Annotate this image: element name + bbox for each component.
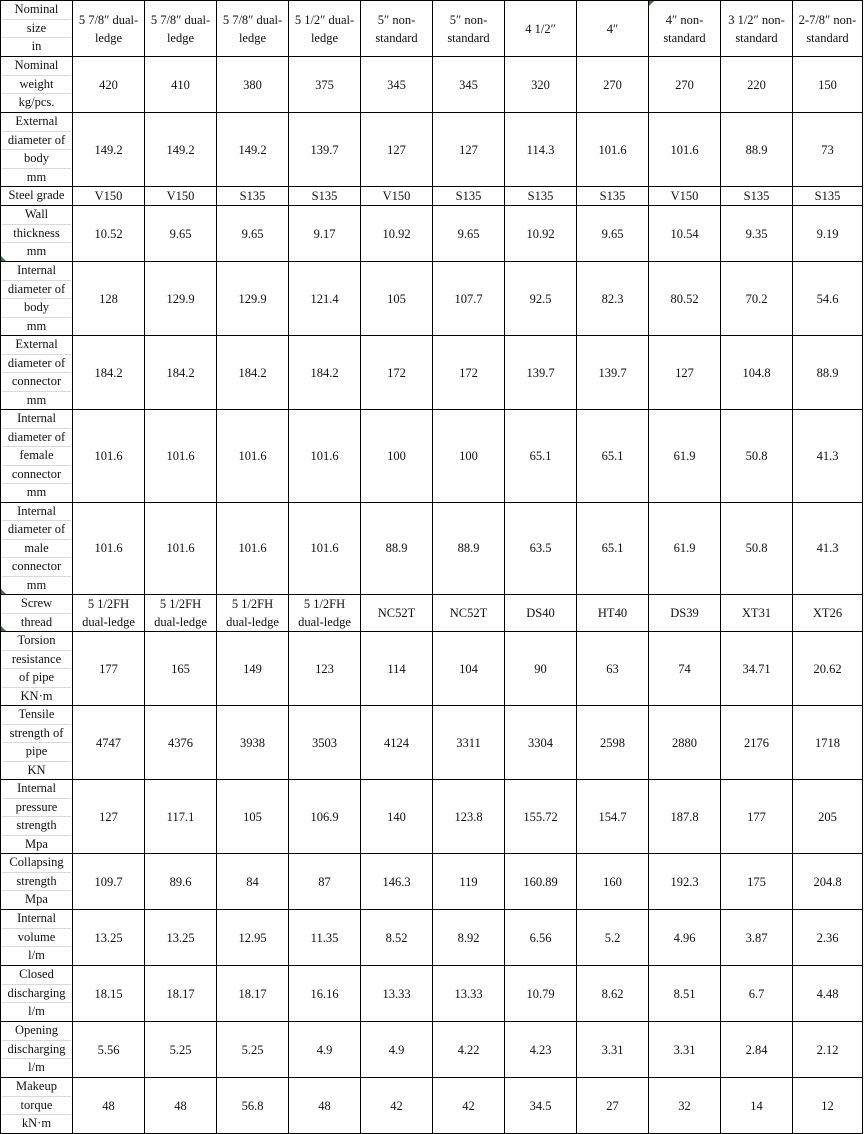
value-cell: 48	[73, 1078, 145, 1134]
label-line: Collapsing	[2, 854, 71, 873]
label-line: strength	[2, 873, 71, 892]
value-cell: 88.9	[721, 113, 793, 187]
value-cell: 61.9	[649, 410, 721, 503]
label-line: pipe	[2, 743, 71, 762]
row-label-nominal-size-in	[1, 1, 73, 57]
value-cell: 123.8	[433, 780, 505, 854]
row-label-internal-volume-l-m	[1, 910, 73, 966]
value-cell: XT26	[793, 595, 863, 632]
value-cell: 5 1/2FH dual-ledge	[73, 595, 145, 632]
value-cell: 10.92	[361, 206, 433, 262]
value-cell: 3311	[433, 706, 505, 780]
value-cell: 20.62	[793, 632, 863, 706]
label-line: Opening	[2, 1022, 71, 1041]
value-cell: 128	[73, 262, 145, 336]
value-cell: 101.6	[145, 410, 217, 503]
label-line: body	[2, 299, 71, 318]
table-row	[1, 780, 863, 854]
label-line: mm	[26, 485, 47, 499]
value-cell: 100	[361, 410, 433, 503]
header-size-cell: 5 1/2″ dual-ledge	[289, 1, 361, 57]
value-cell: S135	[577, 187, 649, 206]
value-cell: 18.17	[217, 966, 289, 1022]
value-cell: 107.7	[433, 262, 505, 336]
row-label-internal-diameter-of-male-connector-mm	[1, 502, 73, 595]
value-cell: 5 1/2FH dual-ledge	[289, 595, 361, 632]
label-line: male	[2, 540, 71, 559]
value-cell: 165	[145, 632, 217, 706]
value-cell: 320	[505, 57, 577, 113]
value-cell: 5.25	[217, 1022, 289, 1078]
value-cell: 129.9	[217, 262, 289, 336]
header-size-cell: 3 1/2″ non-standard	[721, 1, 793, 57]
value-cell: 270	[577, 57, 649, 113]
value-cell: S135	[793, 187, 863, 206]
value-cell: S135	[433, 187, 505, 206]
value-cell: NC52T	[361, 595, 433, 632]
value-cell: 4747	[73, 706, 145, 780]
label-line: Internal	[2, 503, 71, 522]
label-line: Closed	[2, 966, 71, 985]
value-cell: 184.2	[73, 336, 145, 410]
label-line: mm	[26, 169, 47, 184]
table-row	[1, 1078, 863, 1134]
value-cell: 6.7	[721, 966, 793, 1022]
value-cell: 155.72	[505, 780, 577, 854]
row-label-tensile-strength-of-pipe-kn	[1, 706, 73, 780]
value-cell: S135	[721, 187, 793, 206]
value-cell: 13.33	[361, 966, 433, 1022]
label-line: weight	[2, 76, 71, 95]
value-cell: 5 1/2FH dual-ledge	[145, 595, 217, 632]
value-cell: 48	[145, 1078, 217, 1134]
value-cell: 74	[649, 632, 721, 706]
label-line: Mpa	[25, 892, 48, 907]
table-body	[1, 1, 863, 1134]
label-line: Screw	[2, 595, 71, 614]
value-cell: 101.6	[145, 502, 217, 595]
label-line: volume	[2, 929, 71, 948]
value-cell: 3938	[217, 706, 289, 780]
header-size-cell: 2-7/8″ non-standard	[793, 1, 863, 57]
header-size-cell: 5 7/8″ dual-ledge	[217, 1, 289, 57]
row-label-steel-grade	[1, 187, 73, 206]
table-row	[1, 262, 863, 336]
label-line: female	[2, 447, 71, 466]
value-cell: 65.1	[577, 410, 649, 503]
label-line: Steel grade	[8, 188, 65, 203]
value-cell: 9.65	[217, 206, 289, 262]
value-cell: 3304	[505, 706, 577, 780]
value-cell: 65.1	[505, 410, 577, 503]
value-cell: S135	[289, 187, 361, 206]
value-cell: 100	[433, 410, 505, 503]
header-size-cell: 4″ non-standard	[649, 1, 721, 57]
value-cell: 4.9	[289, 1022, 361, 1078]
table-row	[1, 57, 863, 113]
value-cell: 101.6	[217, 410, 289, 503]
row-label-opening-discharging-l-m	[1, 1022, 73, 1078]
value-cell: 9.19	[793, 206, 863, 262]
header-size-cell: 5″ non-standard	[433, 1, 505, 57]
value-cell: 5 1/2FH dual-ledge	[217, 595, 289, 632]
value-cell: V150	[361, 187, 433, 206]
label-line: body	[2, 150, 71, 169]
label-line: of pipe	[2, 669, 71, 688]
value-cell: 149.2	[217, 113, 289, 187]
value-cell: 101.6	[73, 410, 145, 503]
label-line: l/m	[28, 1004, 45, 1019]
label-line: mm	[26, 318, 47, 333]
header-size-cell: 5″ non-standard	[361, 1, 433, 57]
value-cell: 150	[793, 57, 863, 113]
value-cell: 41.3	[793, 410, 863, 503]
value-cell: 2598	[577, 706, 649, 780]
value-cell: 106.9	[289, 780, 361, 854]
label-line: strength	[2, 817, 71, 836]
value-cell: 139.7	[505, 336, 577, 410]
table-row	[1, 502, 863, 595]
value-cell: 345	[361, 57, 433, 113]
value-cell: 380	[217, 57, 289, 113]
value-cell: 82.3	[577, 262, 649, 336]
value-cell: 9.65	[433, 206, 505, 262]
label-line: diameter of	[2, 521, 71, 540]
label-line: l/m	[28, 1060, 45, 1075]
value-cell: 4.23	[505, 1022, 577, 1078]
value-cell: 5.2	[577, 910, 649, 966]
value-cell: 420	[73, 57, 145, 113]
value-cell: 140	[361, 780, 433, 854]
value-cell: 149.2	[145, 113, 217, 187]
table-row	[1, 706, 863, 780]
label-line: connector	[2, 373, 71, 392]
value-cell: 149	[217, 632, 289, 706]
value-cell: 410	[145, 57, 217, 113]
value-cell: 14	[721, 1078, 793, 1134]
header-size-cell: 5 7/8″ dual-ledge	[145, 1, 217, 57]
row-label-external-diameter-of-connector-mm	[1, 336, 73, 410]
value-cell: 54.6	[793, 262, 863, 336]
label-line: Wall	[2, 206, 71, 225]
value-cell: 3.87	[721, 910, 793, 966]
value-cell: 9.17	[289, 206, 361, 262]
value-cell: 8.51	[649, 966, 721, 1022]
value-cell: 139.7	[577, 336, 649, 410]
value-cell: 13.33	[433, 966, 505, 1022]
value-cell: 3.31	[577, 1022, 649, 1078]
value-cell: 184.2	[145, 336, 217, 410]
value-cell: 8.62	[577, 966, 649, 1022]
value-cell: 177	[721, 780, 793, 854]
label-line: in	[31, 39, 42, 54]
label-line: diameter of	[2, 355, 71, 374]
header-row	[1, 1, 863, 57]
value-cell: V150	[649, 187, 721, 206]
value-cell: 1718	[793, 706, 863, 780]
label-line: pressure	[2, 799, 71, 818]
value-cell: 220	[721, 57, 793, 113]
value-cell: 101.6	[73, 502, 145, 595]
value-cell: 129.9	[145, 262, 217, 336]
value-cell: 345	[433, 57, 505, 113]
value-cell: 2.84	[721, 1022, 793, 1078]
value-cell: 90	[505, 632, 577, 706]
value-cell: 204.8	[793, 854, 863, 910]
table-row	[1, 113, 863, 187]
label-line: Makeup	[2, 1078, 71, 1097]
value-cell: 10.79	[505, 966, 577, 1022]
value-cell: 8.92	[433, 910, 505, 966]
label-line: connector	[2, 466, 71, 485]
label-line: strength of	[2, 725, 71, 744]
value-cell: 146.3	[361, 854, 433, 910]
value-cell: 12	[793, 1078, 863, 1134]
value-cell: 65.1	[577, 502, 649, 595]
value-cell: 184.2	[217, 336, 289, 410]
label-line: kN·m	[21, 1116, 52, 1131]
value-cell: 89.6	[145, 854, 217, 910]
value-cell: V150	[73, 187, 145, 206]
value-cell: 4376	[145, 706, 217, 780]
value-cell: 12.95	[217, 910, 289, 966]
value-cell: 18.15	[73, 966, 145, 1022]
value-cell: 4.22	[433, 1022, 505, 1078]
value-cell: 127	[649, 336, 721, 410]
row-label-internal-diameter-of-body-mm	[1, 262, 73, 336]
value-cell: 18.17	[145, 966, 217, 1022]
value-cell: 5.56	[73, 1022, 145, 1078]
value-cell: 184.2	[289, 336, 361, 410]
header-size-cell: 4 1/2″	[505, 1, 577, 57]
value-cell: 3503	[289, 706, 361, 780]
value-cell: HT40	[577, 595, 649, 632]
row-label-nominal-weight-kg-pcs	[1, 57, 73, 113]
value-cell: 42	[433, 1078, 505, 1134]
value-cell: 160	[577, 854, 649, 910]
table-row	[1, 206, 863, 262]
value-cell: 187.8	[649, 780, 721, 854]
table-row	[1, 187, 863, 206]
value-cell: V150	[145, 187, 217, 206]
value-cell: S135	[217, 187, 289, 206]
value-cell: 123	[289, 632, 361, 706]
label-line: mm	[26, 392, 47, 407]
value-cell: 88.9	[433, 502, 505, 595]
label-line: Internal	[2, 410, 71, 429]
value-cell: 13.25	[145, 910, 217, 966]
label-line: l/m	[28, 948, 45, 963]
row-label-internal-diameter-of-female-connector-mm	[1, 410, 73, 503]
value-cell: 121.4	[289, 262, 361, 336]
value-cell: 10.92	[505, 206, 577, 262]
value-cell: 177	[73, 632, 145, 706]
value-cell: 205	[793, 780, 863, 854]
table-row	[1, 410, 863, 503]
value-cell: 73	[793, 113, 863, 187]
label-line: discharging	[2, 985, 71, 1004]
header-size-cell: 5 7/8″ dual-ledge	[73, 1, 145, 57]
label-line: Mpa	[25, 836, 48, 851]
value-cell: 127	[361, 113, 433, 187]
row-label-screw-thread	[1, 595, 73, 632]
label-line: connector	[2, 558, 71, 577]
row-label-collapsing-strength-mpa	[1, 854, 73, 910]
value-cell: 139.7	[289, 113, 361, 187]
value-cell: 192.3	[649, 854, 721, 910]
value-cell: 101.6	[577, 113, 649, 187]
label-line: External	[2, 113, 71, 132]
value-cell: 6.56	[505, 910, 577, 966]
value-cell: 101.6	[289, 410, 361, 503]
table-row	[1, 854, 863, 910]
value-cell: 4.96	[649, 910, 721, 966]
value-cell: 9.65	[577, 206, 649, 262]
label-line: thickness	[2, 225, 71, 244]
row-label-makeup-torque-kn-m	[1, 1078, 73, 1134]
label-line: diameter of	[2, 132, 71, 151]
value-cell: 2.12	[793, 1022, 863, 1078]
value-cell: 127	[433, 113, 505, 187]
label-line: KN·m	[20, 688, 53, 703]
value-cell: 105	[361, 262, 433, 336]
value-cell: 4124	[361, 706, 433, 780]
label-line: External	[2, 336, 71, 355]
value-cell: 27	[577, 1078, 649, 1134]
value-cell: 154.7	[577, 780, 649, 854]
value-cell: 42	[361, 1078, 433, 1134]
row-label-internal-pressure-strength-mpa	[1, 780, 73, 854]
value-cell: 160.89	[505, 854, 577, 910]
label-line: KN	[27, 762, 46, 777]
label-line: resistance	[2, 651, 71, 670]
label-line: discharging	[2, 1041, 71, 1060]
value-cell: 92.5	[505, 262, 577, 336]
value-cell: 63.5	[505, 502, 577, 595]
value-cell: 56.8	[217, 1078, 289, 1134]
value-cell: 61.9	[649, 502, 721, 595]
value-cell: 84	[217, 854, 289, 910]
value-cell: 88.9	[793, 336, 863, 410]
value-cell: DS39	[649, 595, 721, 632]
value-cell: 32	[649, 1078, 721, 1134]
label-line: torque	[2, 1097, 71, 1116]
value-cell: 70.2	[721, 262, 793, 336]
label-line: thread	[20, 614, 53, 629]
value-cell: 172	[361, 336, 433, 410]
label-line: Internal	[2, 910, 71, 929]
value-cell: 104.8	[721, 336, 793, 410]
table-row	[1, 910, 863, 966]
value-cell: 4.9	[361, 1022, 433, 1078]
value-cell: 48	[289, 1078, 361, 1134]
label-line: Tensile	[2, 706, 71, 725]
value-cell: 16.16	[289, 966, 361, 1022]
value-cell: 3.31	[649, 1022, 721, 1078]
value-cell: 114.3	[505, 113, 577, 187]
label-line: diameter of	[2, 281, 71, 300]
value-cell: 127	[73, 780, 145, 854]
value-cell: 375	[289, 57, 361, 113]
value-cell: 101.6	[289, 502, 361, 595]
value-cell: 119	[433, 854, 505, 910]
value-cell: 11.35	[289, 910, 361, 966]
value-cell: 172	[433, 336, 505, 410]
label-line: Nominal	[2, 1, 71, 20]
row-label-wall-thickness-mm	[1, 206, 73, 262]
value-cell: 13.25	[73, 910, 145, 966]
value-cell: 175	[721, 854, 793, 910]
table-row	[1, 632, 863, 706]
value-cell: 117.1	[145, 780, 217, 854]
label-line: kg/pcs.	[18, 95, 55, 110]
value-cell: 2880	[649, 706, 721, 780]
value-cell: 10.52	[73, 206, 145, 262]
value-cell: 4.48	[793, 966, 863, 1022]
value-cell: 10.54	[649, 206, 721, 262]
value-cell: 8.52	[361, 910, 433, 966]
value-cell: 50.8	[721, 410, 793, 503]
value-cell: 9.65	[145, 206, 217, 262]
table-row	[1, 336, 863, 410]
table-row	[1, 966, 863, 1022]
value-cell: 101.6	[649, 113, 721, 187]
label-line: Torsion	[2, 632, 71, 651]
value-cell: 101.6	[217, 502, 289, 595]
header-size-cell: 4″	[577, 1, 649, 57]
value-cell: 5.25	[145, 1022, 217, 1078]
value-cell: 80.52	[649, 262, 721, 336]
label-line: mm	[26, 244, 47, 259]
value-cell: 34.5	[505, 1078, 577, 1134]
table-row	[1, 595, 863, 632]
value-cell: 34.71	[721, 632, 793, 706]
value-cell: 114	[361, 632, 433, 706]
value-cell: DS40	[505, 595, 577, 632]
value-cell: 50.8	[721, 502, 793, 595]
value-cell: S135	[505, 187, 577, 206]
value-cell: 9.35	[721, 206, 793, 262]
label-line: Internal	[2, 262, 71, 281]
value-cell: NC52T	[433, 595, 505, 632]
value-cell: 41.3	[793, 502, 863, 595]
label-line: size	[2, 20, 71, 39]
value-cell: 270	[649, 57, 721, 113]
row-label-external-diameter-of-body-mm	[1, 113, 73, 187]
value-cell: 2176	[721, 706, 793, 780]
value-cell: 109.7	[73, 854, 145, 910]
value-cell: 87	[289, 854, 361, 910]
value-cell: 2.36	[793, 910, 863, 966]
label-line: Nominal	[2, 57, 71, 76]
label-line: diameter of	[2, 429, 71, 448]
value-cell: 149.2	[73, 113, 145, 187]
label-line: Internal	[2, 780, 71, 799]
label-line: mm	[26, 577, 47, 592]
value-cell: 104	[433, 632, 505, 706]
row-label-torsion-resistance-of-pipe-kn-m	[1, 632, 73, 706]
row-label-closed-discharging-l-m	[1, 966, 73, 1022]
value-cell: 88.9	[361, 502, 433, 595]
value-cell: 63	[577, 632, 649, 706]
value-cell: XT31	[721, 595, 793, 632]
value-cell: 105	[217, 780, 289, 854]
table-row	[1, 1022, 863, 1078]
